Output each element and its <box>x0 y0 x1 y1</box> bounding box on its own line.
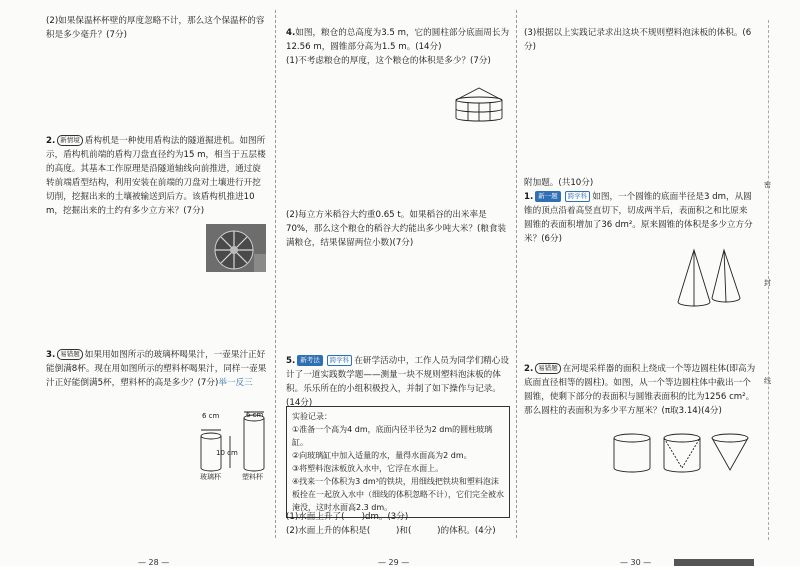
binding-label-close: 封 <box>764 279 771 287</box>
record-title: 实验记录： <box>292 412 332 421</box>
question-number: 2. <box>524 364 534 374</box>
granary-figure <box>450 86 508 122</box>
sub-question-1: (1)不考虑粮仓的厚度，这个粮仓的体积是多少？(7分) <box>286 56 491 66</box>
question-5 <box>286 354 512 410</box>
glass-cup-height: 10 cm <box>216 449 238 457</box>
column-page-30 <box>524 14 756 567</box>
question-number: 1. <box>524 192 534 202</box>
column-divider <box>516 10 517 538</box>
question-3 <box>46 348 268 390</box>
error-prone-tag: 易错题 <box>535 363 561 374</box>
question-text: 在研学活动中，工作人员为同学们精心设计了一道实践数学题——测量一块不规则塑料泡沫板的体积。乐乐所在的小组积极投入，并制了如下操作与记录。(14分) <box>286 356 509 408</box>
glass-cup-label: 玻璃杯 <box>200 473 221 481</box>
record-step: ④找来一个体积为3 dm³的铁块，用细线把铁块和塑料泡沫板拴在一起放入水中（细线的体积忽略不计），它们完全被水淹没，这时水面高2.3 dm。 <box>292 477 504 512</box>
question-text: 如图，一个圆锥的底面半径是3 dm，从圆锥的顶点沿着高竖直切下，切成两半后，表面积之和比原来圆锥的表面积增加了36 dm²。原来圆锥的体积是多少立方分米？(6分) <box>524 192 753 244</box>
binding-label-line: 线 <box>764 377 771 385</box>
question-number: 3. <box>46 350 56 360</box>
practice-link[interactable]: 举一反三 <box>218 378 253 388</box>
question-top-continued: (2)如果保温杯杯壁的厚度忽略不计，那么这个保温杯的容积是多少毫升？(7分) <box>46 16 265 40</box>
column-page-28 <box>46 14 268 567</box>
page-number: — 28 — <box>138 558 170 567</box>
column-page-29 <box>286 14 512 567</box>
question-text: 如果用如图所示的玻璃杯喝果汁，一壶果汁正好能倒满8杯。现在用如图所示的塑料杯喝果汁，同样一壶果汁正好能倒满5杯，塑料杯的高是多少？(7分) <box>46 350 267 388</box>
record-step: ③将塑料泡沫板放入水中，它浮在水面上。 <box>292 464 444 473</box>
sub-question-1-blank: (1)水面上升了( )dm。(3分) <box>286 512 409 522</box>
cylinder-cone-figure <box>612 432 752 474</box>
page-number: — 30 — <box>620 558 652 567</box>
plastic-cup-diameter: 6 cm <box>246 411 264 419</box>
question-number: 5. <box>286 356 296 366</box>
bonus-question-1 <box>524 190 756 246</box>
sub-question-2: (2)每立方米稻谷大约重0.65 t。如果稻谷的出米率是70%，那么这个粮仓的稻谷大约能出多少吨大米？(粮食装满粮仓，结果保留两位小数)(7分) <box>286 210 507 248</box>
record-step: ②向玻璃缸中加入适量的水，量得水面高为2 dm。 <box>292 451 472 460</box>
bonus-question-2 <box>524 362 756 418</box>
question-number: 2. <box>46 136 56 146</box>
cone-cut-figure <box>674 246 750 310</box>
binding-line <box>768 20 769 540</box>
question-text: 在河堤采样器的面积上绕成一个等边圆柱体(即高为底面直径相等的圆柱)。如图，从一个等边圆柱体中截出一个圆锥，使剩下部分的表面积与圆锥表面积的比为1256 cm²。那么圆柱的表面积为多少平方厘米？(π取3.14)(4分) <box>524 364 756 416</box>
question-2 <box>46 134 268 218</box>
binding-label-seal: 密 <box>764 181 771 189</box>
record-step: ①准备一个高为4 dm，底面内径半径为2 dm的圆柱玻璃缸。 <box>292 425 493 447</box>
question-text: 如图，粮仓的总高度为3.5 m，它的圆柱部分底面周长为12.56 m，圆锥部分高为1.5 m。(14分) <box>286 28 510 52</box>
page-number: — 29 — <box>378 558 410 567</box>
new-question-tag: 新一题 <box>535 191 561 202</box>
sub-question-2-blank: (2)水面上升的体积是( )和( )的体积。(4分) <box>286 526 496 536</box>
new-context-tag: 新情境 <box>57 135 83 146</box>
error-prone-tag: 易错题 <box>57 349 83 360</box>
plastic-cup-label: 塑料杯 <box>242 473 263 481</box>
question-4 <box>286 26 512 68</box>
bonus-heading: 附加题。(共10分) <box>524 178 594 188</box>
new-method-tag: 新考法 <box>297 355 323 366</box>
question-text: 盾构机是一种使用盾构法的隧道掘进机。如图所示，盾构机前端的盾构刀盘直径约为15 m，相当于五层楼的高度。其基本工作原理是沿隧道轴线向前推进，通过旋转前端盾型结构，利用安装在前端的刀盘对土壤进行开挖切削，挖掘出来的土壤被输送到后方。该盾构机推进10 m，挖掘出来的土约有多少立方米？(7分) <box>46 136 266 216</box>
interdisciplinary-tag: 跨学科 <box>565 191 591 202</box>
glass-cup-diameter: 6 cm <box>202 412 220 420</box>
experiment-record-box <box>286 406 510 518</box>
question-number: 4. <box>286 28 296 38</box>
question-top-continued: (3)根据以上实践记录求出这块不规则塑料泡沫板的体积。(6分) <box>524 28 752 52</box>
interdisciplinary-tag: 跨学科 <box>327 355 353 366</box>
footer-ink-strip <box>674 559 754 566</box>
tunnel-boring-machine-photo <box>206 224 266 272</box>
